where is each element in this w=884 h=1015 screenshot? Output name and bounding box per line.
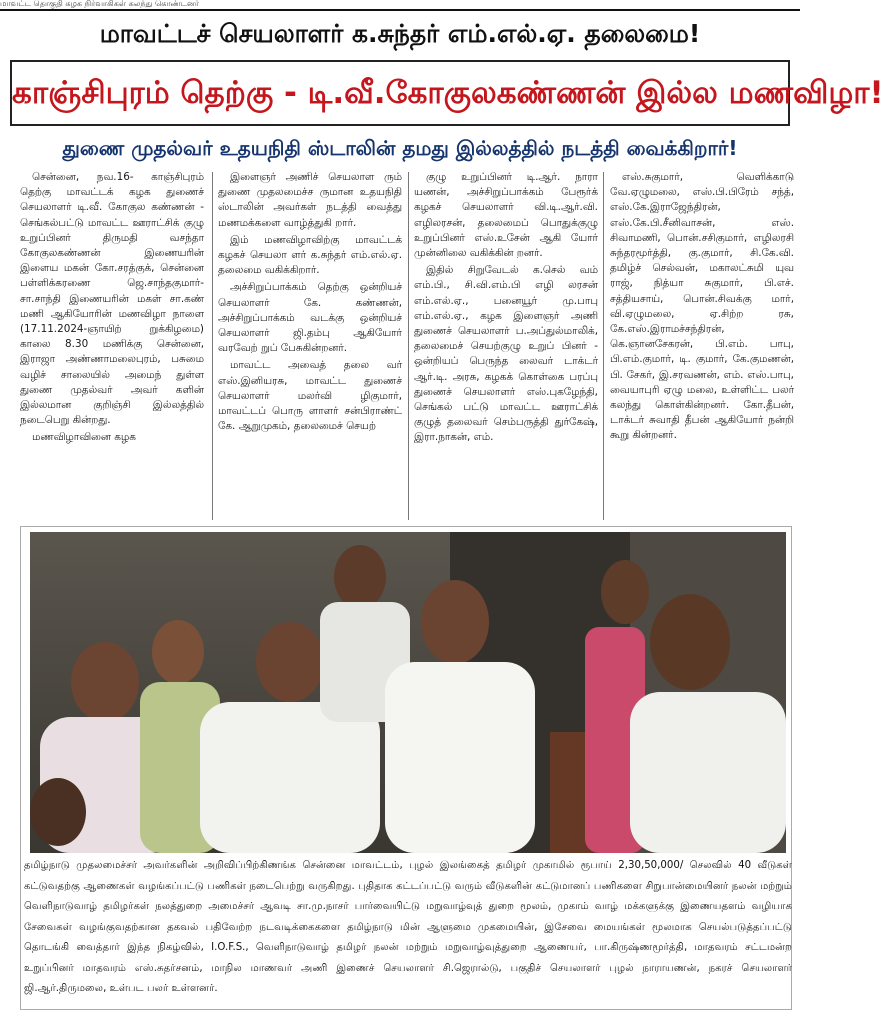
headline-main: காஞ்சிபுரம் தெற்கு - டி.வீ.கோகுலகண்ணன் இல்ல மணவிழா! xyxy=(10,60,790,126)
headline-sub: துணை முதல்வர் உதயநிதி ஸ்டாலின் தமது இல்லத்தில் நடத்தி வைக்கிறார்! xyxy=(62,136,738,160)
article-column-2 xyxy=(218,170,402,522)
article-paragraph: எஸ்.சுகுமார், வெளிக்காடு வே.ஏழுமலை, எஸ்.பி.பிரேம் சந்த், எஸ்.கே.இராஜேந்திரன், எஸ்.கே.பி.சீனிவாசன், எஸ். சிவாமணி, பொன்.சசிகுமார், எழிலரசி சுந்தரமூர்த்தி, கு.குமார், சி.கே.வி. தமிழ்ச் செல்வன், மகாலட்சுமி யுவ ராஜ், நித்யா சுகுமார், பி.எச். சத்தியசாய், பொன்.சிவக்கு மார், வி.ஏழுமலை, ஏ.சிற்ற ரசு, கே.எஸ்.இராமச்சந்திரன், கெ.ஞானசேகரன், பி.எம். பாபு, பி.எம்.குமார், டி. குமார், கே.குமணன், பி. சேகர், இ.சரவணன், எம். எஸ்.பாபு, வையாபுரி ஏழு மலை, உள்ளிட்ட பலர் கலந்து கொள்கின்றனர். கோ.தீபன், டாக்டர் சுவாதி தீபன் ஆகியோர் நன்றி கூறு கின்றனர். xyxy=(610,171,794,442)
article-paragraph: மாவட்ட அவைத் தலை வர் எஸ்.இனியரசு, மாவட்ட துணைச் செயலாளர் மலர்வி ழிகுமார், மாவட்டப் பொரு ளாளர் சன்பிராண்ட் கே. ஆறுமுகம், தலைமைச் செயற் xyxy=(218,359,402,433)
top-rule xyxy=(0,9,800,11)
article-paragraph: இம் மணவிழாவிற்கு மாவட்டக் கழகச் செயலா ளர் க.சுந்தர் எம்.எல்.ஏ. தலைமை வகிக்கிறார். xyxy=(218,233,402,277)
article-paragraph: மணவிழாவினை கழக xyxy=(32,431,136,444)
top-strip: மாவட்ட தொகுதி கழக நிர்வாகிகள் கலந்து கொண்டனர் xyxy=(0,0,199,8)
article-body xyxy=(20,170,796,522)
photo-caption: தமிழ்நாடு முதலமைச்சர் அவர்களின் அறிவிப்பிற்கிணங்க சென்னை மாவட்டம், புழல் இலங்கைத் தமிழர் முகாமில் ரூபாய் 2,30,50,000/ செலவில் 40 வீடுகள் கட்டுவதற்கு ஆணைகள் வழங்கப்பட்டு பணிகள் நடைபெற்று வருகிறது. புதிதாக கட்டப்பட்டு வரும் வீடுகளின் கட்டுமானப் பணிகளை சிறுபான்மையினர் நலன் மற்றும் வெளிநாடுவாழ் தமிழர்கள் நலத்துறை அமைச்சர் ஆவடி சா.மு.நாசர் பார்வையிட்டு மறுவாழ்வுத் துறை மூலம், முகாம் வாழ் மக்களுக்கு இணையதளம் வழியாக சேவைகள் வழங்குவதற்கான தகவல் பதிவேற்ற நடவடிக்கைகளை தமிழ்நாடு மின் ஆளுமை முகமையின், இசேவை மையங்கள் மூலமாக செயல்படுத்தப்பட்டு தொடங்கி வைத்தார் இந்த நிகழ்வில், I.O.F.S., வெளிநாடுவாழ் தமிழர் நலன் மற்றும் மறுவாழ்வுத்துறை ஆணையர், பா.கிருஷ்ணமூர்த்தி, மாதவரம் சட்டமன்ற உறுப்பினர் மாதவரம் எஸ்.சுதர்சனம், மாநில மாணவர் அணி இணைச் செயலாளர் சி.ஜெரால்டு, பகுதிச் செயலாளர் புழல் நாராயணன், நகரச் செயலாளர் ஜி.ஆர்.திருமலை, உள்பட பலர் உள்ளனர். xyxy=(24,860,792,994)
news-photo xyxy=(30,532,786,853)
article-column-4 xyxy=(610,170,794,522)
article-paragraph: குழு உறுப்பினர் டி.ஆர். நாரா யணன், அச்சிறுப்பாக்கம் பேரூர்க் கழகச் செயலாளர் வி.டி.ஆர்.வி. எழிலரசன், தலைமைப் பொதுக்குழு உறுப்பினர் எஸ்.உசேன் ஆகி யோர் முன்னிலை வகிக்கின் றனர். xyxy=(414,171,598,260)
article-column-1 xyxy=(20,170,204,522)
article-paragraph: அச்சிறுப்பாக்கம் தெற்கு ஒன்றியச் செயலாளர் கே. கண்ணன், அச்சிறுப்பாக்கம் வடக்கு ஒன்றியச் செயலாளர் ஜி.தம்பு ஆகியோர் வரவேற் றுப் பேசுகின்றனர். xyxy=(218,281,402,355)
article-paragraph: இதில் சிறுவேடல் க.செல் வம் எம்.பி., சி.வி.எம்.பி எழி லரசன் எம்.எல்.ஏ., பனையூர் மு.பாபு எம்.எல்.ஏ., கழக இளைஞர் அணி துணைச் செயலாளர் ப.அப்துல்மாலிக், தலைமைச் செயற்குழு உறுப் பினர் - ஒன்றியப் பெருந்த லைவர் டாக்டர் ஆர்.டி. அரசு, கழகக் கொள்கை பரப்பு துணைச் செயலாளர் எஸ்.புகழேந்தி, செங்கல் பட்டு மாவட்ட ஊராட்சிக் குழுத் தலைவர் செம்பருத்தி துர்கேஷ், இரா.நாகன், எம். xyxy=(414,264,598,444)
photo-illustration xyxy=(30,532,786,853)
article-paragraph: இளைஞர் அணிச் செயலாள ரும் துணை முதலமைச்ச ருமான உதயநிதி ஸ்டாலின் அவர்கள் நடத்தி வைத்து மணமக்களை வாழ்த்துகி றார். xyxy=(218,171,402,229)
article-paragraph: சென்னை, நவ.16- காஞ்சிபுரம் தெற்கு மாவட்டக் கழக துணைச் செயலாளர் டி.வீ. கோகுல கண்ணன் - செங்கல்பட்டு மாவட்ட ஊராட்சிக் குழு உறுப்பினர் திருமதி வசந்தா கோகுலகண்ணன் இணையரின் இளைய மகன் கோ.சரத்குக், சென்னை பள்ளிக்கரணை ஜெ.சாந்தகுமார்- சா.சாந்தி இணையரின் மகள் சா.கண் மணி ஆகியோரின் மணவிழா நாளை (17.11.2024-ஞாயிற் றுக்கிழமை) காலை 8.30 மணிக்கு சென்னை, இராஜா அண்ணாமலைபுரம், பசுமை வழிச் சாலையில் அமைந் துள்ள துணை முதல்வர் அவர் களின் இல்லமான குறிஞ்சி இல்லத்தில் நடைபெறு கின்றது. xyxy=(20,171,204,427)
article-column-3 xyxy=(414,170,598,522)
headline-top: மாவட்டச் செயலாளர் க.சுந்தர் எம்.எல்.ஏ. தலைமை! xyxy=(99,19,701,48)
